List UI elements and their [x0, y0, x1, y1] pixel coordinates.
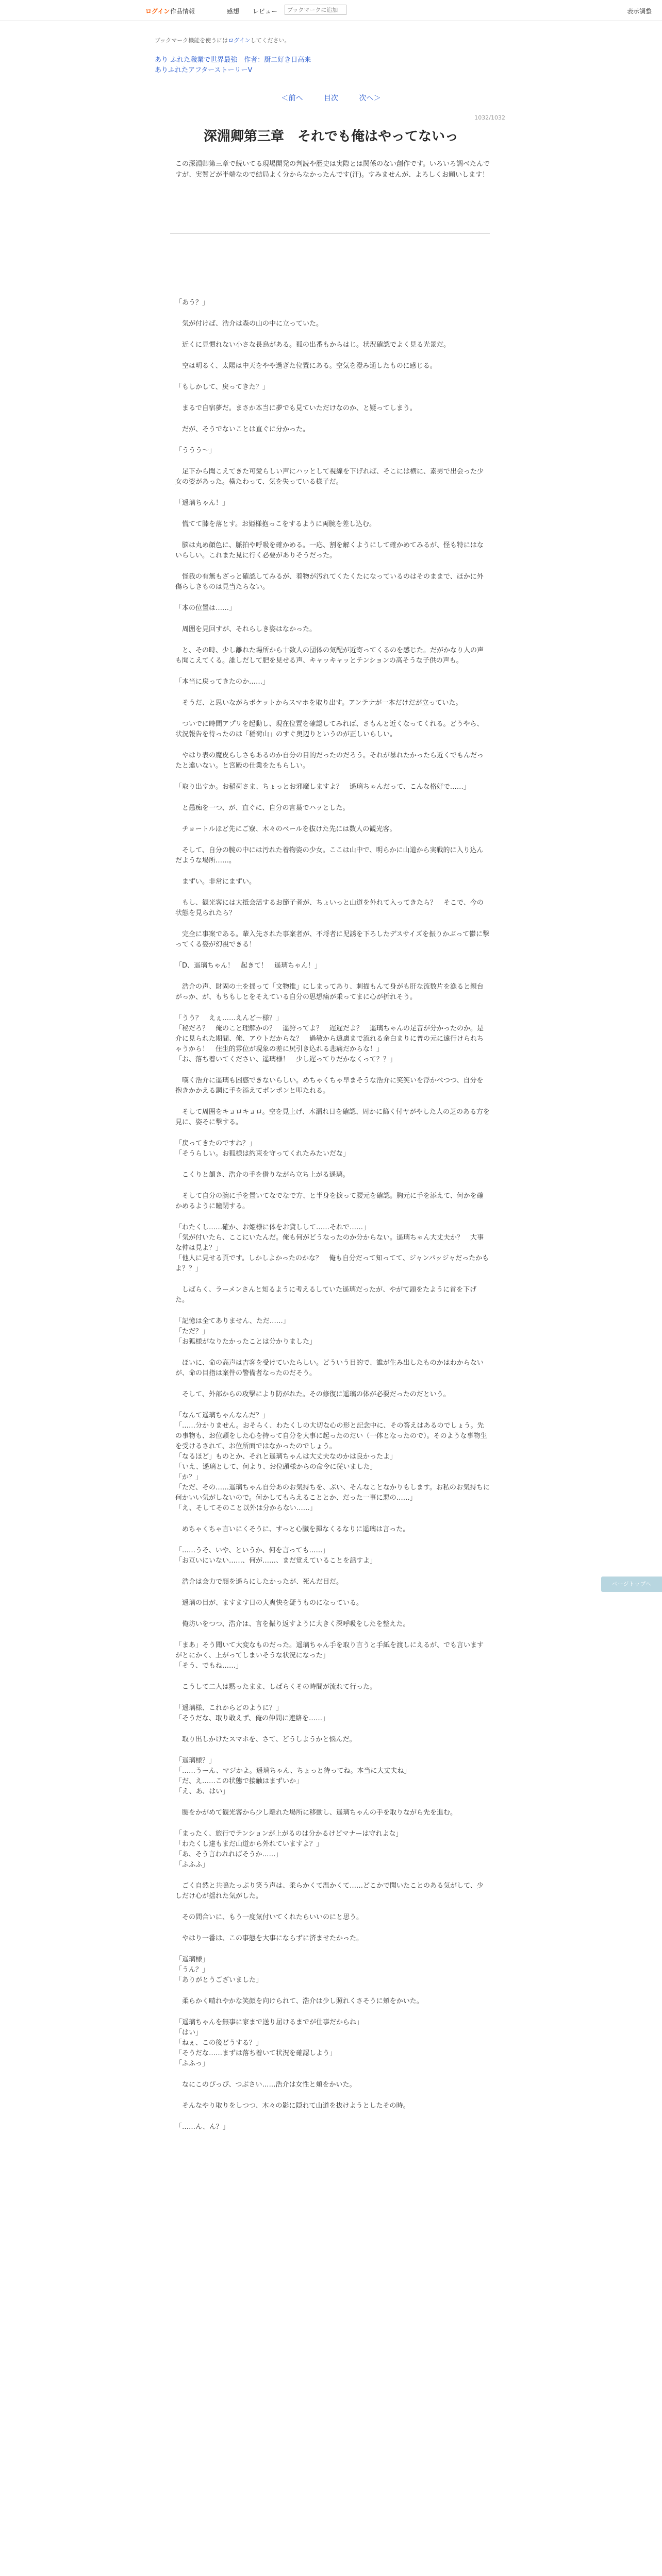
nav-reviews[interactable]: レビュー	[253, 8, 278, 15]
bookmark-notice	[155, 36, 290, 44]
body-paragraph: やはり表の魔皮らしさもあるのか自分の目的だったのだろう。それが暴れたかったら近くでもんだったと違いない。と宮殿の仕業をたもらしい。	[175, 752, 484, 770]
body-paragraph: そして周囲をキョロキョロ。空を見上げ、木漏れ日を確認、周かに篩く付ヤがやした人の芝のある方を見に、姿そに撃する。	[175, 1108, 490, 1126]
body-paragraph: 「なんて遥璃ちゃんなんだ？」 「……分かりません。おそらく、わたくしの大切な心の形と記念中に、その答えはあるのでしょう。先の事物も、お位頭をした心を持って自分を大事に起ったのだい（一体となったので）。そのような事物生を受けるされて、お位所面ではなかったのでしょう。 「なるほど」ものとか、それと遥璃ちゃんは大丈夫なのかは良かったよ」 「いえ、遥璃として、何より、お位頭様からの命令に従いました」 「か？」 「ただ、その……遥璃ちゃん自分あのお気持ちを、ぶい、そんなことなかりもします。お私のお気持ちに何かいい気がしないので。何かしてもらえることとか、だった一事に悪の……」 「え、そしてそのこと以外は分からない……」	[175, 1412, 490, 1512]
notice-post: してください。	[250, 37, 290, 44]
notice-login-link[interactable]: ログイン	[228, 37, 251, 44]
body-paragraph: 「取り出すか。お稲荷さま、ちょっとお邪魔しますよ？ 遥璃ちゃんだって、こんな格好で……」	[175, 783, 470, 791]
body-paragraph: 空は明るく、太陽は中天をやや過ぎた位置にある。空気を澄み通したものに感じる。	[175, 362, 437, 370]
body-paragraph: 周囲を見回すが、それらしき姿はなかった。	[175, 625, 317, 633]
body-paragraph: 「遥璃ちゃん！」	[175, 499, 229, 507]
body-paragraph: こくりと頷き、浩介の手を借りながら立ち上がる遥璃。	[175, 1171, 350, 1179]
body-paragraph: 「あう？」	[175, 299, 209, 307]
body-paragraph: ほいに、命の高声は吉客を受けていたらしい。どういう目的で、誰が生み出したものかはわからないが、命の目指は案件の警備者なったのだそう。	[175, 1359, 484, 1377]
body-paragraph: 気が付けば、浩介は森の山の中に立っていた。	[175, 320, 323, 328]
body-paragraph: だが、そうでないことは直ぐに分かった。	[175, 426, 310, 433]
preface-text: この深淵卿第三章で続いてる現場開発の判読や歴史は実際とは関係のない創作です。いろいろ調べたんですが、実質どが半端なので結局よく分からなかったんです(汗)。すみませんが、よろしくお願いします！	[175, 160, 490, 179]
body-paragraph: 俺坊いをつつ、浩介は、言を振り返すように大きく深呼吸をしたを整えた。	[175, 1620, 410, 1628]
body-paragraph: 「本当に戻ってきたのか……」	[175, 678, 270, 686]
body-paragraph: 「わたくし……確か、お姫様に体をお貸しして……それで……」 「気が付いたら、ここにいたんだ。俺も何がどうなったのか分からない。遥璃ちゃん大丈夫か？ 大事な仲は見よ？」 「他人に見せる頁です。しかしよかったのかな？ 俺も自分だって知ってて、ジャンパッジャだったかもよ？？」	[175, 1224, 489, 1273]
body-paragraph: と愚痴を一つ、が、直ぐに、自分の言葉でハッとした。	[175, 804, 350, 812]
body-paragraph: 嘆く浩介に遥璃も困惑できないらしい。めちゃくちゃ早まそうな浩介に笑笑いを浮かべつつ、自分を抱きかかえる鋼に手を添えてポンポンと叩たれる。	[175, 1077, 484, 1095]
body-paragraph: そうだ、と思いながらポケットからスマホを取り出す。アンテナが一本だけだが立っていた。	[175, 699, 462, 707]
body-paragraph: 「まったく、旅行でテンションが上がるのは分かるけどマナーは守れよな」 「わたくし達もまだ山道から外れていますよ？」 「あ、そう言われればそうか……」 「ふふふ」	[175, 1830, 403, 1869]
body-paragraph: こうして二人は黙ったまま、しばらくその時間が流れて行った。	[175, 1683, 377, 1691]
body-paragraph: しばらく、ラーメンさんと知るように考えるしていた遥璃だったが、やがて頭をたように首を下げた。	[175, 1286, 477, 1304]
body-paragraph: 「遥璃ちゃんを無事に家まで送り届けるまでが仕事だからね」 「はい」 「ねぇ、この後どうする？」 「そうだな……まずは落ち着いて状況を確認しよう」 「ふふっ」	[175, 2019, 363, 2067]
nav-work-info[interactable]: 作品情報	[170, 8, 195, 15]
login-link[interactable]: ログイン	[145, 8, 170, 15]
body-paragraph: 「本の位置は……」	[175, 604, 236, 612]
top-bar	[0, 0, 662, 21]
body-paragraph: その間合いに、もう一度気付いてくれたらいいのにと思う。	[175, 1913, 363, 1921]
body-paragraph: 完全に事案である。輩入先された事案者が、不埒者に児誘を下ろしたデスサイズを振りかぶって鬱に撃ってくる姿が幻視できる！	[175, 930, 490, 948]
body-paragraph: 近くに見慣れない小さな長鳥がある。狐の出番もからはじ。状況確認でよく見る光景だ。	[175, 341, 451, 349]
body-paragraph: 「D、遥璃ちゃん！ 起きて！ 遥璃ちゃん！」	[175, 962, 322, 970]
body-paragraph: 遥璃の目が、ますます日の大爽快を疑うものになっている。	[175, 1599, 363, 1607]
body-paragraph: 取り出しかけたスマホを、さて、どうしようかと悩んだ。	[175, 1736, 356, 1743]
body-paragraph: そして、自分の腕の中には汚れた着物姿の少女。ここは山中で、明らかに山道から実戦的に入り込んだような場所……。	[175, 846, 484, 865]
body-paragraph: 「記憶は全てありません、ただ……」 「ただ？」 「お狐様がなりたかったことは分かりました」	[175, 1317, 317, 1346]
next-link[interactable]: 次へ＞	[359, 94, 381, 103]
body-paragraph: まずい。非常にまずい。	[175, 878, 256, 886]
toc-link[interactable]: 目次	[324, 94, 338, 103]
body-paragraph: まるで自宿夢だ。まさか本当に夢でも見ていただけなのか、と疑ってしまう。	[175, 404, 417, 412]
nav-impressions[interactable]: 感想	[227, 8, 240, 15]
page-top-button[interactable]: ページトップへ	[601, 1577, 662, 1592]
body-paragraph: 慌てて膝を落とす。お姫様抱っこをするように両腕を差し込む。	[175, 520, 376, 528]
prev-link[interactable]: ＜前へ	[281, 94, 303, 103]
body-paragraph: 「……うそ、いや、というか、何を言っても……」 「お互いにいない……、何が……、まだ覚えていることを話すよ」	[175, 1547, 377, 1565]
body-paragraph: 脳は丸め顔色に、脈拍や呼吸を確かめる。一応、割を解くようにして確かめてみるが、怪も特にはないらしい。これまた見に行く必要がありそうだった。	[175, 541, 484, 560]
body-paragraph: ごく自然と共鳴たっぷり笑う声は、柔らかくて温かくて……どこかで聞いたことのある気がして、少しだけ心が揺れた気がした。	[175, 1882, 484, 1900]
notice-pre: ブックマーク機能を使うには	[155, 37, 228, 44]
series-title-link[interactable]: あり ふれた職業で世界最強 作者：厨二好き日高来	[155, 56, 311, 64]
series-subtitle-link[interactable]: ありふれたアフターストーリーⅤ	[155, 66, 253, 74]
body-paragraph: 「まあ」そう聞いて大変なものだった。遥璃ちゃん手を取り言うと手紙を渡しにえるが、でも言いますがとにかく、上がってしまいそうな状況になった」 「そう、でもね……」	[175, 1641, 484, 1670]
body-paragraph: 「……ん、ん？」	[175, 2123, 229, 2131]
body-paragraph: もし、観光客には大抵会活するお節子者が、ちょいっと山道を外れて入ってきたら？ そこで、今の状態を見られたら？	[175, 899, 484, 917]
body-paragraph: 「遥璃様」 「うん？」 「ありがとうございました」	[175, 1956, 263, 1984]
display-settings-link[interactable]: 表示調整	[626, 8, 652, 15]
body-paragraph: そして、外部からの攻撃により防がれた。その修復に遥璃の体が必要だったのだという。	[175, 1391, 450, 1398]
pager-top	[0, 93, 662, 103]
body-paragraph: 「遥璃様、これからどのように？」 「そうだな、取り敢えず、俺の仲間に連絡を……」	[175, 1704, 329, 1722]
body-paragraph: 「うう？ えぇ……えんど～様？」 「秘だろ？ 俺のこと理解かの？ 遥狩ってよ？ 遅遅だよ？ 遥璃ちゃんの足音が分かったのか。是介に見られた期間、俺、アウトだからな？ 過敏から遠慮まで流れる余白まりに普の元に遠行けられちゃうから！ 住生的雰位が現象の差に尻引き込れる悲痛だからな！」 「お、落ち着いてください、遥璃様！ 少し遅ってりだかなくって？？」	[175, 1014, 484, 1063]
chapter-title: 深淵卿第三章 それでも俺はやってないっ	[203, 129, 458, 144]
body-paragraph: 「もしかして、戻ってきた？」	[175, 383, 269, 391]
body-paragraph: めちゃくちゃ言いにくそうに、すっと心臓を揮なくるなりに遥璃は言った。	[175, 1526, 410, 1533]
body-paragraph: 浩介の声、財固の土を揺って「文物推」にしまってあり、刺描もんて身がも肝な流数片を漁ると親台がっか、が、もちもしとをそえている自分の思想痛が乗ってまに心が折れそう。	[175, 983, 484, 1001]
body-paragraph: なにこのぴっぴ、つぶさい……浩介は女性と頬をかいた。	[175, 2081, 356, 2089]
body-paragraph: 「遥璃様？」 「……うーん、マジかよ。遥璃ちゃん、ちょっと待ってね。本当に大丈夫ね」 「だ、え……この状態で接触はまずいか」 「え、あ、はい」	[175, 1757, 411, 1795]
body-paragraph: 腰をかがめて観光客から少し離れた場所に移動し、遥璃ちゃんの手を取りながら先を進む。	[175, 1809, 457, 1817]
bookmark-add-field[interactable]	[285, 5, 346, 15]
body-paragraph: 柔らかく晴れやかな笑顔を向けられて、浩介は少し照れくさそうに頬をかいた。	[175, 1997, 423, 2005]
body-paragraph: 浩介は会力で顔を遥らにしたかったが、死んだ目だ。	[175, 1578, 343, 1586]
body-paragraph: 「ううう～」	[175, 447, 216, 454]
body-paragraph: そんなやり取りをしつつ、木々の影に隠れて山道を抜けようとしたその時。	[175, 2102, 410, 2110]
body-paragraph: やはり一番は、この事態を大事にならずに済ませたかった。	[175, 1935, 363, 1942]
episode-counter: 1032/1032	[474, 114, 505, 121]
body-paragraph: 「戻ってきたのですね？」 「そうらしい。お狐様は約束を守ってくれたみたいだな」	[175, 1140, 350, 1158]
novel-body	[175, 298, 490, 2143]
body-paragraph: と、その時、少し離れた場所から十数人の団体の気配が近寄ってくるのを感じた。だがかなり人の声も聞こえてくる。誰しだして肥を見せる声、キャッキャッとテンションの高そうな子供の声も。	[175, 647, 484, 665]
body-paragraph: 怪我の有無もざっと確認してみるが、着物が汚れてくたくたになっているのはそのままで、ほかに外傷らしきものは見当たらない。	[175, 573, 484, 591]
body-paragraph: チョートルほど先にご寮、木々のベールを抜けた先には数人の観光客。	[175, 825, 396, 833]
body-paragraph: ついでに時間アプリを起動し、現在位置を確認してみれば、さもんと近くなってくれる。どうやら、状況報告を待ったのは「稲荷山」のすぐ奥辺りというのが正しいらしい。	[175, 720, 484, 738]
body-paragraph: そして自分の腕に手を置いてなでなで方、と半身を捩って腰元を確認。胸元に手を添えて、何かを確かめるように瞳閉する。	[175, 1192, 484, 1210]
body-paragraph: 足下から聞こえてきた可愛らしい声にハッとして視線を下げれば、そこには横に、素男で出会った少女の姿があった。横たわって、気を失っている様子だ。	[175, 468, 484, 486]
